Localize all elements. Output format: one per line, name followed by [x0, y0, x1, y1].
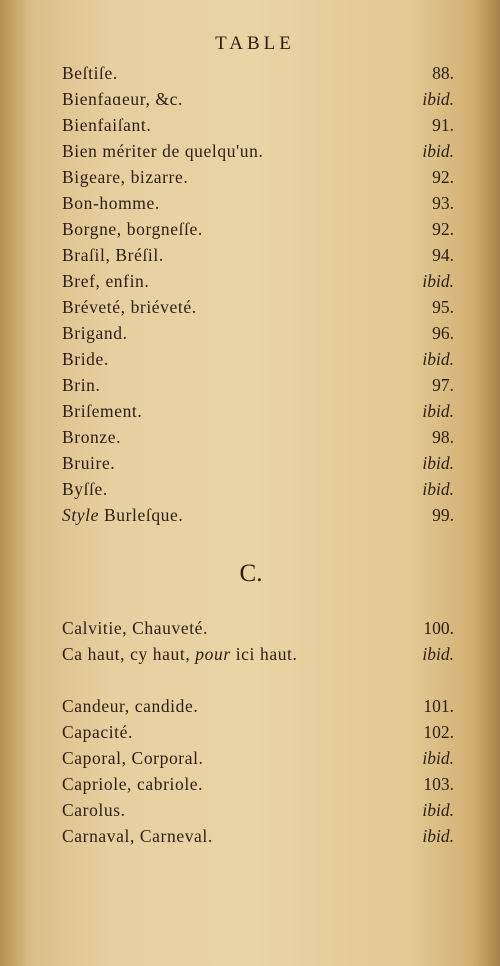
index-term: Beſtiſe.: [62, 63, 118, 83]
index-entry-ca-haut: [60, 641, 460, 667]
page-number: 88.: [432, 63, 454, 83]
page-number: 91.: [432, 115, 454, 135]
index-entry: [60, 138, 460, 164]
index-term: Bruire.: [62, 453, 116, 473]
page-number: 102.: [423, 722, 454, 742]
index-term: Bon-homme.: [62, 193, 160, 213]
index-entry: [60, 242, 460, 268]
page-number: ibid.: [422, 271, 454, 291]
index-entry: [60, 476, 460, 502]
index-entry: [60, 745, 460, 771]
index-term-after: ici haut.: [230, 644, 298, 664]
page-number: 94.: [432, 245, 454, 265]
index-term: Bien mériter de quelqu'un.: [62, 141, 264, 161]
index-entry: [60, 615, 460, 641]
index-entry: [60, 164, 460, 190]
index-term: Carolus.: [62, 800, 126, 820]
index-entry: [60, 190, 460, 216]
index-entry: [60, 797, 460, 823]
page-number: 93.: [432, 193, 454, 213]
index-term: Bref, enfin.: [62, 271, 150, 291]
index-term: Capacité.: [62, 722, 133, 742]
section-heading-c: C.: [239, 560, 263, 587]
index-entry: [60, 424, 460, 450]
index-term: Borgne, borgneſſe.: [62, 219, 203, 239]
index-term: Bride.: [62, 349, 109, 369]
index-term: Braſil, Bréſil.: [62, 245, 164, 265]
index-entry: [60, 771, 460, 797]
page-number: 101.: [423, 696, 454, 716]
page-number: ibid.: [422, 479, 454, 499]
index-term: Bienfaiſant.: [62, 115, 152, 135]
index-term: Capriole, cabriole.: [62, 774, 204, 794]
page-number: ibid.: [422, 800, 454, 820]
index-entry: [60, 216, 460, 242]
running-head: TABLE: [215, 33, 295, 54]
page-number: ibid.: [422, 401, 454, 421]
index-entry: [60, 693, 460, 719]
page-number: 97.: [432, 375, 454, 395]
index-entry: [60, 112, 460, 138]
index-term: Bréveté, briéveté.: [62, 297, 197, 317]
page-number: ibid.: [422, 644, 454, 664]
index-term-italic: pour: [195, 644, 231, 664]
index-entry: [60, 372, 460, 398]
index-entry-style-burlesque: [60, 502, 460, 528]
index-term: Byſſe.: [62, 479, 108, 499]
page-edge-shadow: [472, 0, 500, 966]
page-number: 99.: [432, 505, 454, 525]
index-entry: [60, 719, 460, 745]
page-number: ibid.: [422, 826, 454, 846]
index-entry: [60, 320, 460, 346]
page-number: 92.: [432, 219, 454, 239]
page-number: 103.: [423, 774, 454, 794]
index-term: Bigeare, bizarre.: [62, 167, 189, 187]
index-entry: [60, 86, 460, 112]
page-number: ibid.: [422, 748, 454, 768]
index-entry: [60, 294, 460, 320]
index-term: Candeur, candide.: [62, 696, 199, 716]
page-number: 92.: [432, 167, 454, 187]
index-entry: [60, 268, 460, 294]
index-term: Carnaval, Carneval.: [62, 826, 213, 846]
index-term: Briſement.: [62, 401, 143, 421]
index-term: [62, 641, 298, 667]
index-entry: [60, 450, 460, 476]
page-number: ibid.: [422, 349, 454, 369]
index-entry: [60, 823, 460, 849]
page-number: ibid.: [422, 89, 454, 109]
index-term: Bronze.: [62, 427, 122, 447]
index-term-rest: Burleſque.: [99, 505, 184, 525]
page-number: ibid.: [422, 141, 454, 161]
index-entry: [60, 398, 460, 424]
page-number: 95.: [432, 297, 454, 317]
index-term-italic: Style: [62, 505, 100, 525]
index-term: Caporal, Corporal.: [62, 748, 204, 768]
index-entry: [60, 60, 460, 86]
index-term: Bienfaɑeur, &c.: [62, 89, 183, 109]
page-number: 96.: [432, 323, 454, 343]
index-term: Brin.: [62, 375, 101, 395]
page-number: 100.: [423, 618, 454, 638]
index-term: Brigand.: [62, 323, 128, 343]
index-entry: [60, 346, 460, 372]
page-number: 98.: [432, 427, 454, 447]
index-term: Calvitie, Chauveté.: [62, 618, 209, 638]
page-number: ibid.: [422, 453, 454, 473]
index-term-before: Ca haut, cy haut,: [62, 644, 196, 664]
page-gutter-shadow: [0, 0, 28, 966]
index-term: [62, 502, 183, 528]
